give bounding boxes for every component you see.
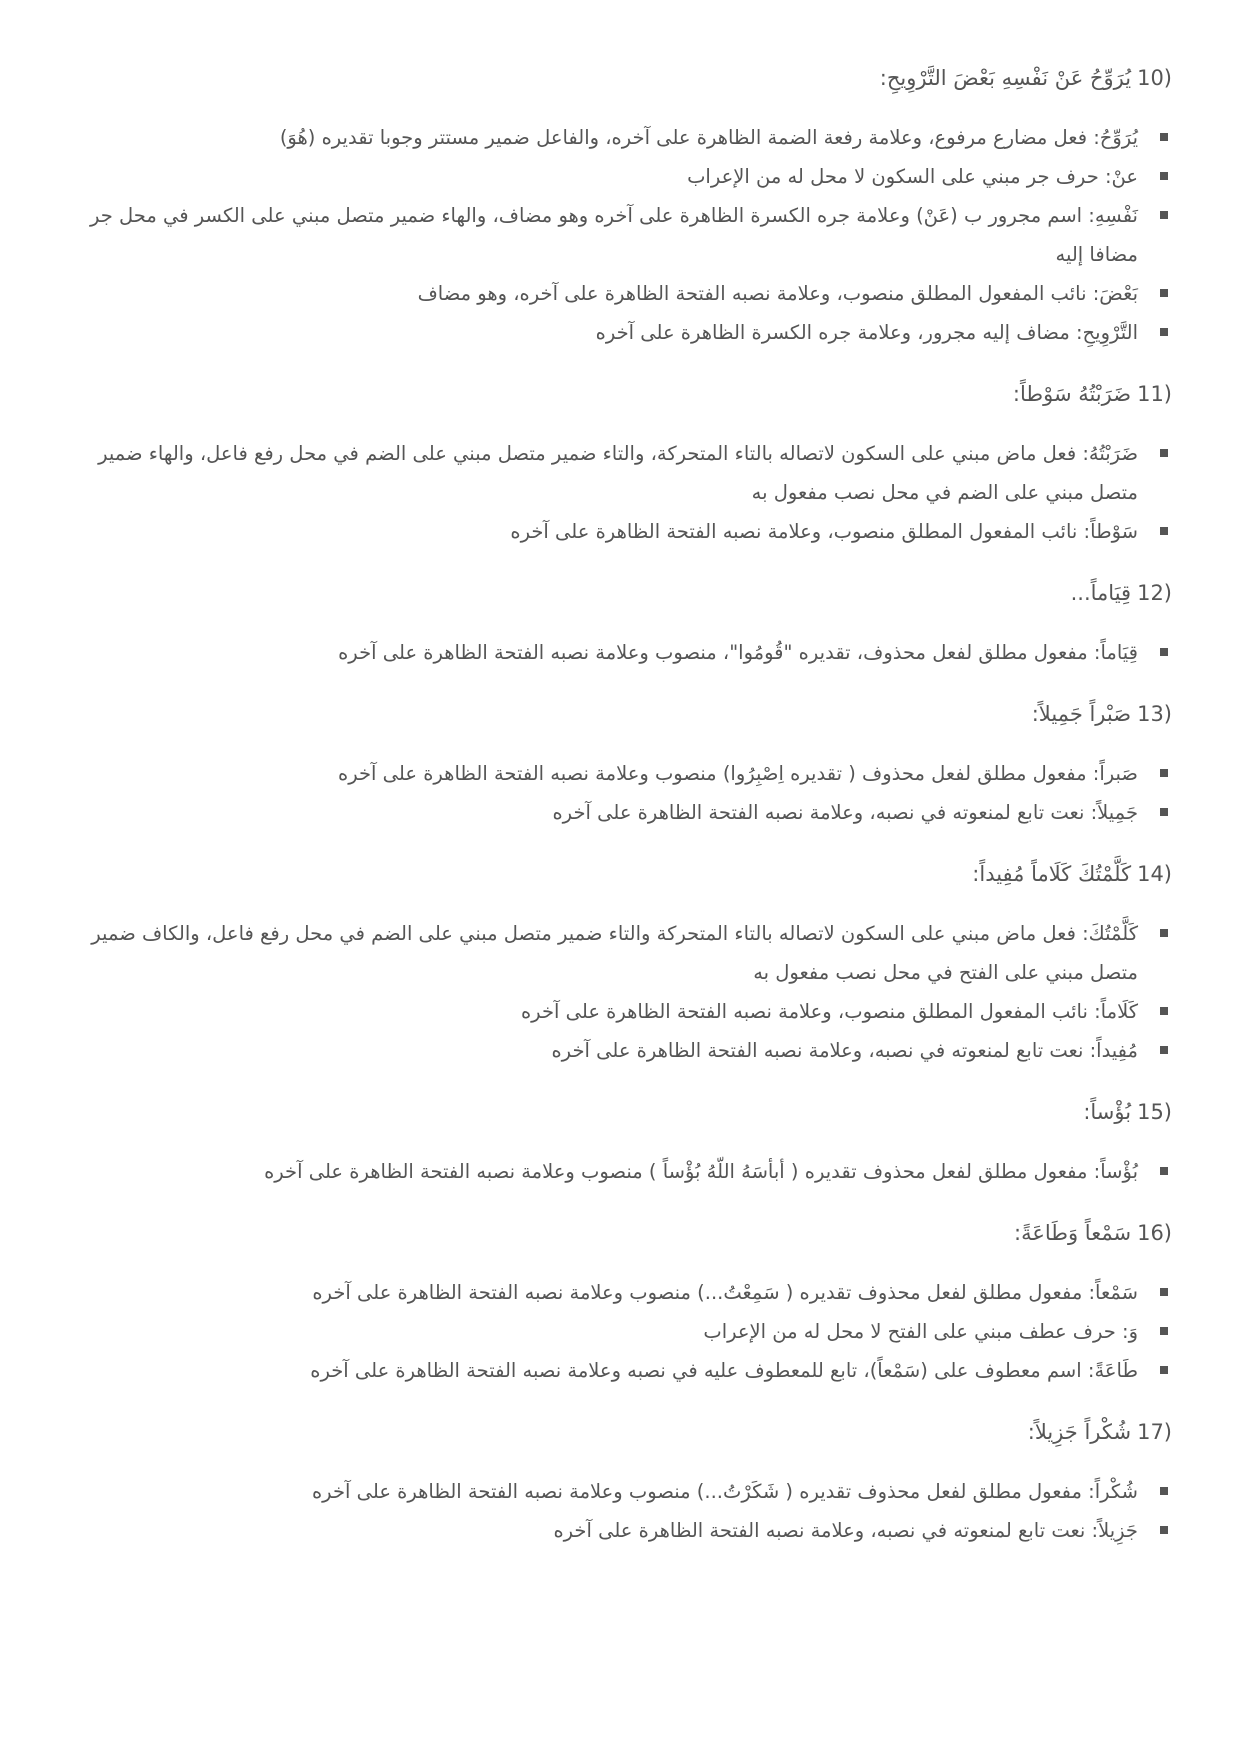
list-item-text: يُرَوِّحُ: فعل مضارع مرفوع، وعلامة رفعة الضمة الظاهرة على آخره، والفاعل ضمير مستتر وجوبا تقديره (هُوَ) [279,126,1138,149]
square-bullet-icon [1160,1327,1168,1335]
list-item-text: ضَرَبْتُهُ: فعل ماض مبني على السكون لاتصاله بالتاء المتحركة، والتاء ضمير متصل مبني على الضم في محل رفع فاعل، والهاء ضمير متصل مبني على الضم في محل نصب مفعول به [98,442,1138,504]
list-item-text: بَعْضَ: نائب المفعول المطلق منصوب، وعلامة نصبه الفتحة الظاهرة على آخره، وهو مضاف [417,282,1138,305]
section-7 [90,1217,1172,1390]
list-item-text: قِيَاماً: مفعول مطلق لفعل محذوف، تقديره "قُومُوا"، منصوب وعلامة نصبه الفتحة الظاهرة على آخره [338,641,1138,664]
list-item [90,1472,1138,1511]
list-item [90,633,1138,672]
section-number: 11) [1137,382,1172,406]
list-item-text: كَلَّمْتُكَ: فعل ماض مبني على السكون لاتصاله بالتاء المتحركة والتاء ضمير متصل مبني على الضم في محل رفع فاعل، والكاف ضمير متصل مبني على الفتح في محل نصب مفعول به [91,922,1138,984]
square-bullet-icon [1160,449,1168,457]
section-heading [90,1416,1172,1448]
section-2 [90,378,1172,551]
analysis-list [90,1472,1172,1550]
square-bullet-icon [1160,1526,1168,1534]
section-heading [90,858,1172,890]
list-item [90,754,1138,793]
list-item-text: نَفْسِهِ: اسم مجرور ب (عَنْ) وعلامة جره الكسرة الظاهرة على آخره وهو مضاف، والهاء ضمير متصل مبني على الكسر في محل جر مضافا إليه [90,204,1138,266]
section-heading [90,378,1172,410]
section-phrase: يُرَوِّحُ عَنْ نَفْسِهِ بَعْضَ التَّرْوِيحِ: [879,66,1132,90]
square-bullet-icon [1160,1366,1168,1374]
section-number: 14) [1137,862,1172,886]
list-item [90,434,1138,512]
list-item [90,1312,1138,1351]
list-item [90,1273,1138,1312]
list-item [90,274,1138,313]
list-item [90,992,1138,1031]
square-bullet-icon [1160,211,1168,219]
square-bullet-icon [1160,133,1168,141]
list-item [90,196,1138,274]
list-item-text: صَبراً: مفعول مطلق لفعل محذوف ( تقديره اِصْبِرُوا) منصوب وعلامة نصبه الفتحة الظاهرة على آخره [338,762,1138,785]
list-item [90,313,1138,352]
list-item-text: سَمْعاً: مفعول مطلق لفعل محذوف تقديره ( سَمِعْتُ...) منصوب وعلامة نصبه الفتحة الظاهرة على آخره [312,1281,1138,1304]
list-item [90,512,1138,551]
section-phrase: كَلَّمْتُكَ كَلَاماً مُفِيداً: [972,862,1132,886]
list-item-text: مُفِيداً: نعت تابع لمنعوته في نصبه، وعلامة نصبه الفتحة الظاهرة على آخره [551,1039,1138,1062]
section-heading [90,62,1172,94]
section-4 [90,698,1172,832]
list-item-text: سَوْطاً: نائب المفعول المطلق منصوب، وعلامة نصبه الفتحة الظاهرة على آخره [510,520,1138,543]
list-item-text: جَزِيلاً: نعت تابع لمنعوته في نصبه، وعلامة نصبه الفتحة الظاهرة على آخره [553,1519,1138,1542]
list-item-text: جَمِيلاً: نعت تابع لمنعوته في نصبه، وعلامة نصبه الفتحة الظاهرة على آخره [552,801,1138,824]
list-item [90,118,1138,157]
square-bullet-icon [1160,1167,1168,1175]
analysis-list [90,434,1172,551]
section-heading [90,1217,1172,1249]
square-bullet-icon [1160,929,1168,937]
analysis-list [90,754,1172,832]
section-heading [90,577,1172,609]
section-heading [90,698,1172,730]
section-number: 13) [1137,702,1172,726]
square-bullet-icon [1160,1288,1168,1296]
list-item [90,1511,1138,1550]
list-item-text: شُكْراً: مفعول مطلق لفعل محذوف تقديره ( شَكَرْتُ...) منصوب وعلامة نصبه الفتحة الظاهرة على آخره [311,1480,1138,1503]
section-6 [90,1096,1172,1191]
section-number: 17) [1137,1420,1172,1444]
square-bullet-icon [1160,808,1168,816]
section-number: 10) [1137,66,1172,90]
section-number: 12) [1137,581,1172,605]
section-phrase: شُكْراً جَزِيلاً: [1027,1420,1132,1444]
list-item [90,914,1138,992]
square-bullet-icon [1160,648,1168,656]
analysis-list [90,633,1172,672]
section-8 [90,1416,1172,1550]
section-number: 16) [1137,1221,1172,1245]
analysis-list [90,914,1172,1070]
list-item-text: كَلَاماً: نائب المفعول المطلق منصوب، وعلامة نصبه الفتحة الظاهرة على آخره [520,1000,1138,1023]
list-item-text: بُؤْساً: مفعول مطلق لفعل محذوف تقديره ( أبأسَهُ اللّهُ بُؤْساً ) منصوب وعلامة نصبه الفتحة الظاهرة على آخره [264,1160,1138,1183]
list-item [90,157,1138,196]
section-1 [90,62,1172,352]
list-item-text: عنْ: حرف جر مبني على السكون لا محل له من الإعراب [687,165,1138,188]
list-item-text: طَاعَةً: اسم معطوف على (سَمْعاً)، تابع للمعطوف عليه في نصبه وعلامة نصبه الفتحة الظاهرة على آخره [310,1359,1138,1382]
list-item-text: وَ: حرف عطف مبني على الفتح لا محل له من الإعراب [703,1320,1138,1343]
square-bullet-icon [1160,289,1168,297]
square-bullet-icon [1160,172,1168,180]
list-item [90,793,1138,832]
square-bullet-icon [1160,1046,1168,1054]
analysis-list [90,1273,1172,1390]
list-item [90,1152,1138,1191]
section-5 [90,858,1172,1070]
section-phrase: بُؤْساً: [1083,1100,1132,1124]
square-bullet-icon [1160,328,1168,336]
list-item-text: التَّرْوِيحِ: مضاف إليه مجرور، وعلامة جره الكسرة الظاهرة على آخره [595,321,1138,344]
section-phrase: قِيَاماً... [1070,581,1132,605]
square-bullet-icon [1160,769,1168,777]
square-bullet-icon [1160,527,1168,535]
section-phrase: ضَرَبْتُهُ سَوْطاً: [1012,382,1132,406]
list-item [90,1031,1138,1070]
section-heading [90,1096,1172,1128]
section-number: 15) [1137,1100,1172,1124]
square-bullet-icon [1160,1007,1168,1015]
list-item [90,1351,1138,1390]
analysis-list [90,1152,1172,1191]
section-phrase: سَمْعاً وَطَاعَةً: [1014,1221,1132,1245]
square-bullet-icon [1160,1487,1168,1495]
analysis-list [90,118,1172,352]
section-3 [90,577,1172,672]
section-phrase: صَبْراً جَمِيلاً: [1031,702,1132,726]
